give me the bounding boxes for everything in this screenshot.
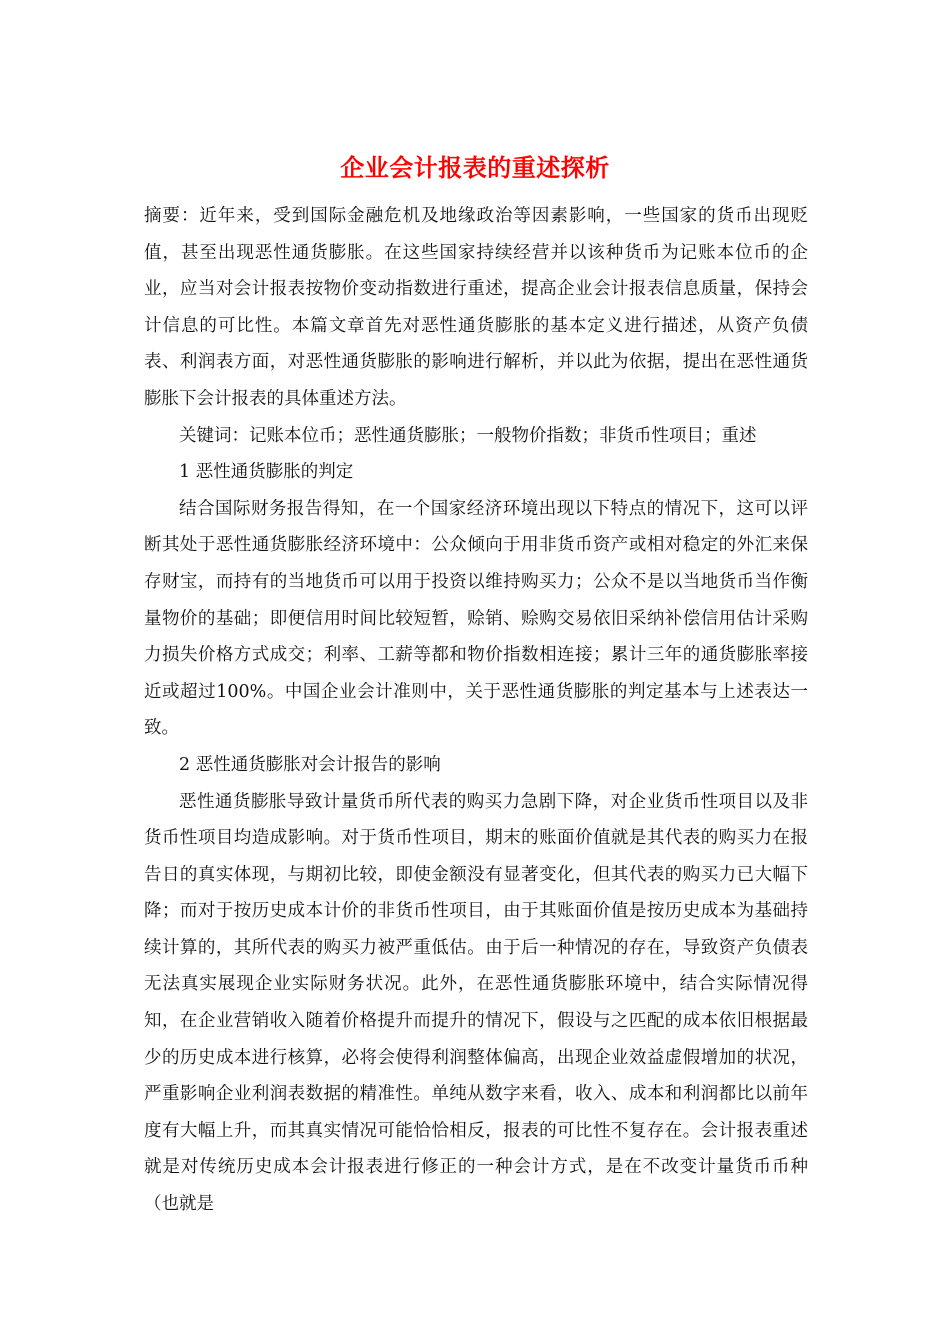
section-paragraph-2: 恶性通货膨胀导致计量货币所代表的购买力急剧下降，对企业货币性项目以及非货币性项目均造成影响。对于货币性项目，期末的账面价值就是其代表的购买力在报告日的真实体现，与期初比较，即使金额没有显著变化，但其代表的购买力已大幅下降；而对于按历史成本计价的非货币性项目，由于其账面价值是按历史成本为基础持续计算的，其所代表的购买力被严重低估。由于后一种情况的存在，导致资产负债表无法真实展现企业实际财务状况。此外，在恶性通货膨胀环境中，结合实际情况得知，在企业营销收入随着价格提升而提升的情况下，假设与之匹配的成本依旧根据最少的历史成本进行核算，必将会使得利润整体偏高，出现企业效益虚假增加的状况，严重影响企业利润表数据的精准性。单纯从数字来看，收入、成本和利润都比以前年度有大幅上升，而其真实情况可能恰恰相反，报表的可比性不复存在。会计报表重述就是对传统历史成本会计报表进行修正的一种会计方式，是在不改变计量货币币种（也就是	[144, 791, 808, 1215]
section-paragraph-1: 结合国际财务报告得知，在一个国家经济环境出现以下特点的情况下，这可以评断其处于恶性通货膨胀经济环境中：公众倾向于用非货币资产或相对稳定的外汇来保存财宝，而持有的当地货币可以用于投资以维持购买力；公众不是以当地货币当作衡量物价的基础；即便信用时间比较短暂，赊销、赊购交易依旧采纳补偿信用估计采购力损失价格方式成交；利率、工薪等都和物价指数相连接；累计三年的通货膨胀率接近或超过100%。中国企业会计准则中，关于恶性通货膨胀的判定基本与上述表达一致。	[144, 498, 808, 739]
section-heading-2: 2 恶性通货膨胀对会计报告的影响	[179, 754, 441, 775]
keywords-line: 关键词：记账本位币；恶性通货膨胀；一般物价指数；非货币性项目；重述	[179, 425, 757, 446]
document-title: 企业会计报表的重述探析	[340, 153, 610, 182]
abstract-paragraph: 摘要：近年来，受到国际金融危机及地缘政治等因素影响，一些国家的货币出现贬值，甚至出现恶性通货膨胀。在这些国家持续经营并以该种货币为记账本位币的企业，应当对会计报表按物价变动指数进行重述，提高企业会计报表信息质量，保持会计信息的可比性。本篇文章首先对恶性通货膨胀的基本定义进行描述，从资产负债表、利润表方面，对恶性通货膨胀的影响进行解析，并以此为依据，提出在恶性通货膨胀下会计报表的具体重述方法。	[144, 206, 808, 409]
section-heading-1: 1 恶性通货膨胀的判定	[179, 462, 354, 483]
document-body	[144, 198, 808, 1223]
